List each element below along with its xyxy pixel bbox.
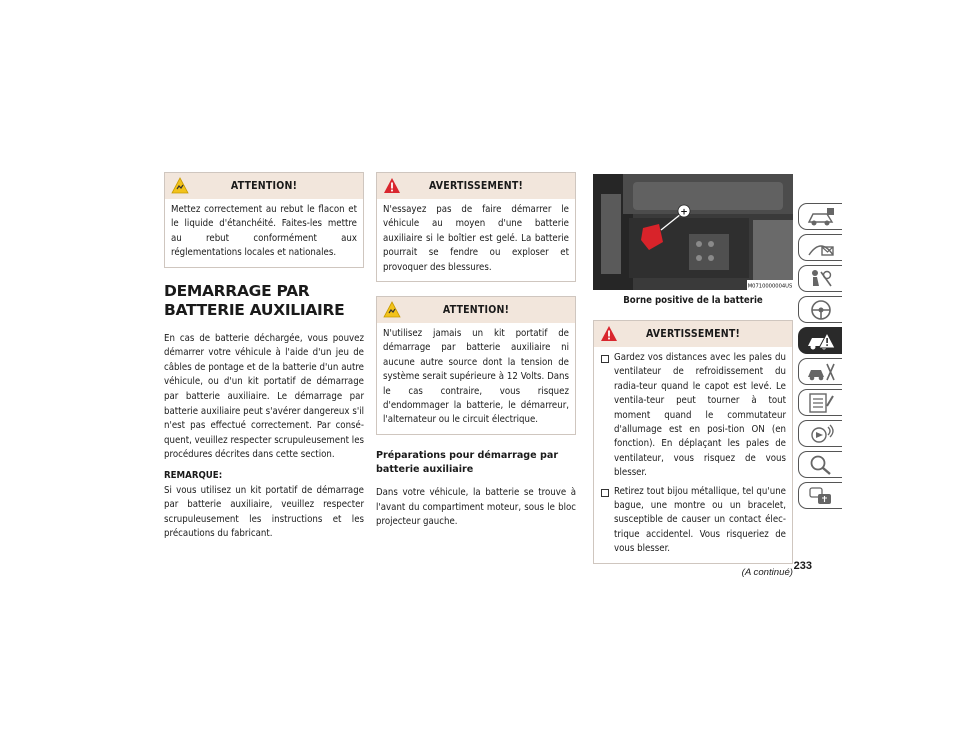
tab-emergency[interactable]	[798, 327, 842, 354]
caution-triangle-icon	[171, 177, 189, 195]
tab-starting-operating[interactable]	[798, 296, 842, 323]
caution-box-2	[376, 296, 576, 435]
vehicle-info-icon	[805, 206, 837, 228]
caution-header-2	[377, 297, 575, 323]
figure-caption: Borne positive de la batterie	[623, 295, 763, 306]
service-tools-icon	[805, 361, 837, 383]
caution-title: ATTENTION!	[230, 180, 298, 192]
warning-header	[377, 173, 575, 199]
warning-header-right	[594, 321, 792, 347]
steering-wheel-icon	[805, 299, 837, 321]
warning-triangle-icon	[383, 177, 401, 195]
warning-body-right	[594, 347, 792, 563]
section-title: DEMARRAGE PAR BATTERIE AUXILIAIRE	[164, 281, 345, 319]
tab-vehicle-info[interactable]	[798, 203, 842, 230]
languages-icon	[805, 485, 837, 507]
warning-body: N'essayez pas de faire démarrer le véhicule au moyen d'une batterie auxiliaire si le boîtier est gelé. La batterie pourrait se fendre ou exploser et provoquer des blessures.	[383, 204, 569, 273]
warning-triangle-icon	[600, 325, 618, 343]
bullet-square-icon	[601, 355, 609, 363]
warning-bullet: Retirez tout bijou métallique, tel qu'une bague, une montre ou un bracelet, susceptible de causer un contact élec-trique accidentel. Vous risqueriez de vous blesser.	[600, 485, 786, 557]
tab-service[interactable]	[798, 358, 842, 385]
tab-multimedia[interactable]	[798, 420, 842, 447]
warning-bullet: Gardez vos distances avec les pales du ventilateur de refroidissement du radia-teur quand le capot est levé. Le ventila-teur peut tourner à tout moment quand le commutateur d'allumage est en posi-tion ON (en fonction). En déplaçant les pales de ventilateur, vous risquez de vous blesser.	[600, 351, 786, 481]
tab-dashboard[interactable]	[798, 234, 842, 261]
caution-box	[164, 172, 364, 268]
bullet-square-icon	[601, 489, 609, 497]
battery-terminal-figure	[593, 174, 793, 290]
intro-paragraph: En cas de batterie déchargée, vous pouvez démarrer votre véhicule à l'aide d'un jeu de câbles de pontage et de la batterie d'un autre véhicule, ou d'un kit portatif de démarrage par batterie auxiliaire. Le démarrage par batterie auxiliaire peut s'avérer dangereux s'il n'est pas effectué correctement. Par consé-quent, veuillez respecter scrupuleusement les procédures décrites dans cette section.	[164, 332, 364, 461]
page-number: 233	[793, 560, 812, 572]
caution-body-2: N'utilisez jamais un kit portatif de démarrage par batterie auxiliaire ni aucune autre source dont la tension de système serait supérieure à 12 Volts. Dans le cas contraire, vous risquez d'endommager la batterie, le démarreur, l'alternateur ou le circuit électrique.	[383, 328, 569, 426]
figure-code: M0710000004US	[747, 283, 793, 290]
tab-specifications[interactable]	[798, 389, 842, 416]
warning-box	[376, 172, 576, 282]
multimedia-icon	[805, 423, 837, 445]
tab-index[interactable]	[798, 451, 842, 478]
column-middle	[376, 172, 576, 530]
caution-triangle-icon	[383, 301, 401, 319]
specifications-list-icon	[805, 392, 837, 414]
tab-languages[interactable]	[798, 482, 842, 509]
caution-body: Mettez correctement au rebut le flacon et le liquide d'étanchéité. Faites-les mettre au rebut conformément aux réglementations locales et nationales.	[171, 204, 357, 259]
column-right	[593, 174, 793, 578]
dashboard-mail-icon	[805, 237, 837, 259]
emergency-car-icon	[805, 330, 837, 352]
caution-header	[165, 173, 363, 199]
column-left	[164, 172, 364, 542]
battery-location-paragraph: Dans votre véhicule, la batterie se trouve à l'avant du compartiment moteur, sous le bloc projecteur gauche.	[376, 487, 576, 528]
safety-airbag-icon	[805, 268, 837, 290]
tab-safety[interactable]	[798, 265, 842, 292]
caution-title-2: ATTENTION!	[442, 304, 510, 317]
index-search-icon	[805, 454, 837, 476]
subsection-title: Préparations pour démarrage par batterie auxiliaire	[376, 449, 559, 476]
warning-box-right	[593, 320, 793, 564]
warning-title-right: AVERTISSEMENT!	[645, 328, 741, 340]
warning-title: AVERTISSEMENT!	[428, 180, 524, 192]
remark-text: Si vous utilisez un kit portatif de démarrage par batterie auxiliaire, veuillez respecter scrupuleusement les instructions et les précautions du fabricant.	[164, 484, 364, 540]
continued-note: (A continué)	[741, 566, 793, 578]
remark	[164, 469, 364, 542]
figure-plus-label: +	[680, 207, 688, 218]
remark-label: REMARQUE:	[164, 469, 223, 481]
